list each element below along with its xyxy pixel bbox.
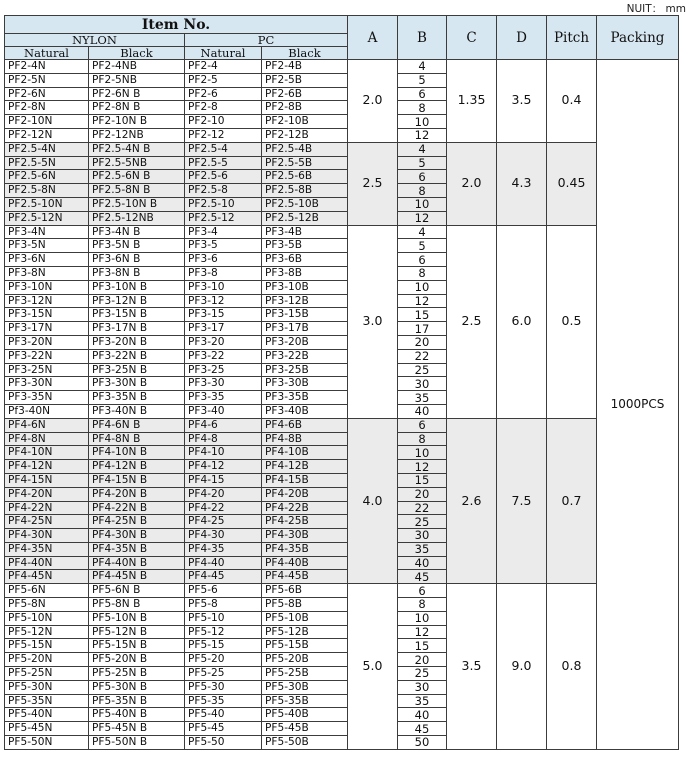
- b-value-cell: 6: [398, 584, 447, 598]
- nylon-black-cell: PF5-10N B: [89, 611, 185, 625]
- pc-black-cell: PF5-15B: [262, 639, 348, 653]
- d-value-cell: 4.3: [497, 142, 547, 225]
- nylon-black-cell: PF3-6N B: [89, 253, 185, 267]
- nylon-black-cell: PF4-35N B: [89, 542, 185, 556]
- nylon-black-cell: PF5-20N B: [89, 653, 185, 667]
- nylon-natural-cell: PF4-6N: [5, 418, 89, 432]
- col-b-header: B: [398, 16, 447, 60]
- pc-natural-cell: PF4-20: [185, 487, 262, 501]
- pc-natural-cell: PF5-40: [185, 708, 262, 722]
- b-value-cell: 6: [398, 418, 447, 432]
- pc-black-cell: PF4-22B: [262, 501, 348, 515]
- pitch-value-cell: 0.4: [547, 60, 597, 143]
- col-a-header: A: [348, 16, 398, 60]
- c-value-cell: 2.5: [447, 225, 497, 418]
- nylon-natural-cell: PF5-40N: [5, 708, 89, 722]
- b-value-cell: 15: [398, 639, 447, 653]
- nylon-natural-cell: PF3-35N: [5, 391, 89, 405]
- pc-black-cell: PF2-10B: [262, 115, 348, 129]
- pc-black-cell: PF5-6B: [262, 584, 348, 598]
- nylon-natural-cell: PF4-25N: [5, 515, 89, 529]
- pc-natural-cell: PF2.5-6: [185, 170, 262, 184]
- col-c-header: C: [447, 16, 497, 60]
- nylon-natural-cell: PF5-8N: [5, 598, 89, 612]
- c-value-cell: 3.5: [447, 584, 497, 750]
- nylon-natural-cell: PF4-22N: [5, 501, 89, 515]
- b-value-cell: 45: [398, 722, 447, 736]
- pc-natural-cell: PF3-30: [185, 377, 262, 391]
- nylon-black-cell: PF5-12N B: [89, 625, 185, 639]
- b-value-cell: 4: [398, 60, 447, 74]
- b-value-cell: 20: [398, 487, 447, 501]
- nylon-black-cell: PF4-45N B: [89, 570, 185, 584]
- pc-black-cell: PF5-50B: [262, 736, 348, 750]
- b-value-cell: 12: [398, 460, 447, 474]
- b-value-cell: 6: [398, 170, 447, 184]
- pc-black-cell: PF4-8B: [262, 432, 348, 446]
- pc-black-cell: PF2.5-5B: [262, 156, 348, 170]
- nylon-black-cell: PF5-50N B: [89, 736, 185, 750]
- nylon-black-cell: PF2.5-6N B: [89, 170, 185, 184]
- nylon-natural-cell: PF4-30N: [5, 529, 89, 543]
- pc-natural-cell: PF4-30: [185, 529, 262, 543]
- nylon-black-header: Black: [89, 47, 185, 60]
- pc-natural-header: Natural: [185, 47, 262, 60]
- pc-natural-cell: PF5-50: [185, 736, 262, 750]
- pc-black-cell: PF2.5-8B: [262, 184, 348, 198]
- nylon-header: NYLON: [5, 34, 185, 47]
- pc-natural-cell: PF2-8: [185, 101, 262, 115]
- pc-natural-cell: PF4-35: [185, 542, 262, 556]
- a-value-cell: 5.0: [348, 584, 398, 750]
- b-value-cell: 5: [398, 239, 447, 253]
- b-value-cell: 15: [398, 473, 447, 487]
- nylon-natural-cell: PF4-15N: [5, 473, 89, 487]
- col-packing-header: Packing: [597, 16, 679, 60]
- pc-black-cell: PF2-8B: [262, 101, 348, 115]
- pc-natural-cell: PF4-22: [185, 501, 262, 515]
- nylon-black-cell: PF2.5-4N B: [89, 142, 185, 156]
- b-value-cell: 30: [398, 377, 447, 391]
- pc-black-cell: PF2.5-6B: [262, 170, 348, 184]
- pc-natural-cell: PF2.5-10: [185, 197, 262, 211]
- b-value-cell: 35: [398, 391, 447, 405]
- nylon-black-cell: PF4-25N B: [89, 515, 185, 529]
- nylon-natural-cell: PF5-10N: [5, 611, 89, 625]
- pc-black-cell: PF2.5-4B: [262, 142, 348, 156]
- pc-black-cell: PF5-35B: [262, 694, 348, 708]
- pc-black-cell: PF3-12B: [262, 294, 348, 308]
- pc-black-cell: PF4-20B: [262, 487, 348, 501]
- nylon-black-cell: PF2-8N B: [89, 101, 185, 115]
- pc-natural-cell: PF2-6: [185, 87, 262, 101]
- pc-natural-cell: PF3-6: [185, 253, 262, 267]
- pc-black-cell: PF5-20B: [262, 653, 348, 667]
- nylon-natural-cell: PF3-20N: [5, 335, 89, 349]
- nylon-natural-cell: PF2.5-8N: [5, 184, 89, 198]
- nylon-black-cell: PF3-35N B: [89, 391, 185, 405]
- table-row: [5, 225, 679, 239]
- b-value-cell: 10: [398, 197, 447, 211]
- pc-black-cell: PF4-25B: [262, 515, 348, 529]
- b-value-cell: 40: [398, 404, 447, 418]
- pc-black-cell: PF3-10B: [262, 280, 348, 294]
- pc-black-cell: PF5-10B: [262, 611, 348, 625]
- pc-natural-cell: PF2.5-8: [185, 184, 262, 198]
- nylon-black-cell: PF4-40N B: [89, 556, 185, 570]
- nylon-natural-header: Natural: [5, 47, 89, 60]
- pc-black-cell: PF4-45B: [262, 570, 348, 584]
- nylon-natural-cell: PF4-8N: [5, 432, 89, 446]
- pc-black-cell: PF4-6B: [262, 418, 348, 432]
- nylon-natural-cell: PF3-22N: [5, 349, 89, 363]
- item-no-header: Item No.: [5, 16, 348, 34]
- pc-black-cell: PF2-6B: [262, 87, 348, 101]
- table-row: [5, 142, 679, 156]
- b-value-cell: 22: [398, 501, 447, 515]
- table-row: [5, 584, 679, 598]
- nylon-natural-cell: PF4-40N: [5, 556, 89, 570]
- pc-black-cell: PF4-12B: [262, 460, 348, 474]
- pitch-value-cell: 0.5: [547, 225, 597, 418]
- pc-black-cell: PF5-45B: [262, 722, 348, 736]
- nylon-black-cell: PF2-5NB: [89, 73, 185, 87]
- pc-natural-cell: PF2-5: [185, 73, 262, 87]
- pc-natural-cell: PF4-15: [185, 473, 262, 487]
- nylon-natural-cell: PF3-15N: [5, 308, 89, 322]
- b-value-cell: 15: [398, 308, 447, 322]
- nylon-black-cell: PF4-10N B: [89, 446, 185, 460]
- b-value-cell: 25: [398, 667, 447, 681]
- b-value-cell: 10: [398, 446, 447, 460]
- nylon-natural-cell: PF5-25N: [5, 667, 89, 681]
- pc-black-cell: PF3-17B: [262, 322, 348, 336]
- nylon-black-cell: PF3-40N B: [89, 404, 185, 418]
- nylon-natural-cell: PF3-10N: [5, 280, 89, 294]
- nylon-natural-cell: PF5-20N: [5, 653, 89, 667]
- nylon-black-cell: PF4-22N B: [89, 501, 185, 515]
- spec-table: [4, 15, 679, 750]
- nylon-black-cell: PF5-25N B: [89, 667, 185, 681]
- a-value-cell: 3.0: [348, 225, 398, 418]
- b-value-cell: 4: [398, 225, 447, 239]
- pc-natural-cell: PF3-15: [185, 308, 262, 322]
- pc-black-cell: PF4-35B: [262, 542, 348, 556]
- c-value-cell: 2.6: [447, 418, 497, 584]
- pc-natural-cell: PF5-6: [185, 584, 262, 598]
- b-value-cell: 12: [398, 625, 447, 639]
- b-value-cell: 40: [398, 708, 447, 722]
- nylon-black-cell: PF5-30N B: [89, 680, 185, 694]
- b-value-cell: 10: [398, 115, 447, 129]
- nylon-natural-cell: PF4-45N: [5, 570, 89, 584]
- a-value-cell: 2.5: [348, 142, 398, 225]
- unit-label: NUIT： mm: [626, 3, 686, 15]
- pc-natural-cell: PF4-45: [185, 570, 262, 584]
- b-value-cell: 10: [398, 280, 447, 294]
- pc-natural-cell: PF2-12: [185, 128, 262, 142]
- pc-natural-cell: PF3-22: [185, 349, 262, 363]
- b-value-cell: 22: [398, 349, 447, 363]
- nylon-black-cell: PF3-10N B: [89, 280, 185, 294]
- b-value-cell: 8: [398, 598, 447, 612]
- nylon-black-cell: PF3-5N B: [89, 239, 185, 253]
- nylon-natural-cell: PF3-25N: [5, 363, 89, 377]
- b-value-cell: 30: [398, 680, 447, 694]
- pc-natural-cell: PF5-10: [185, 611, 262, 625]
- table-row: [5, 418, 679, 432]
- pc-natural-cell: PF5-30: [185, 680, 262, 694]
- pc-natural-cell: PF5-45: [185, 722, 262, 736]
- pc-natural-cell: PF5-15: [185, 639, 262, 653]
- nylon-black-cell: PF4-8N B: [89, 432, 185, 446]
- pc-natural-cell: PF3-5: [185, 239, 262, 253]
- table-body: [5, 60, 679, 750]
- nylon-natural-cell: PF4-35N: [5, 542, 89, 556]
- nylon-black-cell: PF3-4N B: [89, 225, 185, 239]
- pc-natural-cell: PF3-8: [185, 266, 262, 280]
- d-value-cell: 7.5: [497, 418, 547, 584]
- pitch-value-cell: 0.45: [547, 142, 597, 225]
- pc-natural-cell: PF2-10: [185, 115, 262, 129]
- nylon-black-cell: PF2.5-5NB: [89, 156, 185, 170]
- b-value-cell: 8: [398, 101, 447, 115]
- nylon-natural-cell: PF5-50N: [5, 736, 89, 750]
- c-value-cell: 1.35: [447, 60, 497, 143]
- pc-black-cell: PF4-30B: [262, 529, 348, 543]
- nylon-black-cell: PF2.5-8N B: [89, 184, 185, 198]
- pc-natural-cell: PF3-20: [185, 335, 262, 349]
- nylon-natural-cell: PF2-6N: [5, 87, 89, 101]
- nylon-natural-cell: PF2.5-4N: [5, 142, 89, 156]
- pc-black-cell: PF3-30B: [262, 377, 348, 391]
- nylon-black-cell: PF3-22N B: [89, 349, 185, 363]
- pc-black-cell: PF4-10B: [262, 446, 348, 460]
- pc-natural-cell: PF4-25: [185, 515, 262, 529]
- nylon-black-cell: PF5-6N B: [89, 584, 185, 598]
- nylon-natural-cell: PF3-8N: [5, 266, 89, 280]
- nylon-natural-cell: PF2-10N: [5, 115, 89, 129]
- pc-black-cell: PF2.5-12B: [262, 211, 348, 225]
- pc-natural-cell: PF5-8: [185, 598, 262, 612]
- b-value-cell: 10: [398, 611, 447, 625]
- pitch-value-cell: 0.7: [547, 418, 597, 584]
- nylon-natural-cell: PF4-20N: [5, 487, 89, 501]
- pc-black-cell: PF2-4B: [262, 60, 348, 74]
- nylon-black-cell: PF5-15N B: [89, 639, 185, 653]
- nylon-natural-cell: PF2.5-5N: [5, 156, 89, 170]
- nylon-black-cell: PF2-12NB: [89, 128, 185, 142]
- pc-natural-cell: PF4-8: [185, 432, 262, 446]
- nylon-natural-cell: PF2-12N: [5, 128, 89, 142]
- pc-black-cell: PF3-8B: [262, 266, 348, 280]
- pc-natural-cell: PF5-35: [185, 694, 262, 708]
- pc-black-cell: PF3-35B: [262, 391, 348, 405]
- pc-black-cell: PF5-30B: [262, 680, 348, 694]
- pc-natural-cell: PF3-17: [185, 322, 262, 336]
- nylon-black-cell: PF2.5-12NB: [89, 211, 185, 225]
- pc-header: PC: [185, 34, 348, 47]
- d-value-cell: 9.0: [497, 584, 547, 750]
- nylon-natural-cell: Pf3-40N: [5, 404, 89, 418]
- b-value-cell: 5: [398, 156, 447, 170]
- nylon-black-cell: PF4-20N B: [89, 487, 185, 501]
- pc-natural-cell: PF4-10: [185, 446, 262, 460]
- table-header: [5, 16, 679, 60]
- pc-black-cell: PF3-5B: [262, 239, 348, 253]
- pc-black-cell: PF3-6B: [262, 253, 348, 267]
- nylon-black-cell: PF2.5-10N B: [89, 197, 185, 211]
- a-value-cell: 2.0: [348, 60, 398, 143]
- b-value-cell: 17: [398, 322, 447, 336]
- nylon-black-cell: PF4-30N B: [89, 529, 185, 543]
- nylon-black-cell: PF3-8N B: [89, 266, 185, 280]
- pc-black-cell: PF4-15B: [262, 473, 348, 487]
- nylon-natural-cell: PF5-12N: [5, 625, 89, 639]
- nylon-natural-cell: PF2.5-6N: [5, 170, 89, 184]
- pc-black-cell: PF5-8B: [262, 598, 348, 612]
- d-value-cell: 3.5: [497, 60, 547, 143]
- pc-natural-cell: PF5-25: [185, 667, 262, 681]
- col-d-header: D: [497, 16, 547, 60]
- nylon-natural-cell: PF5-35N: [5, 694, 89, 708]
- nylon-black-cell: PF5-35N B: [89, 694, 185, 708]
- pc-black-cell: PF5-25B: [262, 667, 348, 681]
- nylon-black-cell: PF4-6N B: [89, 418, 185, 432]
- pc-natural-cell: PF3-4: [185, 225, 262, 239]
- b-value-cell: 40: [398, 556, 447, 570]
- nylon-black-cell: PF3-30N B: [89, 377, 185, 391]
- pc-black-cell: PF2.5-10B: [262, 197, 348, 211]
- b-value-cell: 12: [398, 211, 447, 225]
- pc-natural-cell: PF2.5-12: [185, 211, 262, 225]
- pc-black-cell: PF3-15B: [262, 308, 348, 322]
- b-value-cell: 12: [398, 294, 447, 308]
- pc-black-cell: PF3-25B: [262, 363, 348, 377]
- nylon-natural-cell: PF3-17N: [5, 322, 89, 336]
- b-value-cell: 8: [398, 184, 447, 198]
- pc-natural-cell: PF3-10: [185, 280, 262, 294]
- col-pitch-header: Pitch: [547, 16, 597, 60]
- packing-value-cell: 1000PCS: [597, 60, 679, 750]
- nylon-black-cell: PF2-10N B: [89, 115, 185, 129]
- nylon-black-cell: PF3-17N B: [89, 322, 185, 336]
- pc-natural-cell: PF5-12: [185, 625, 262, 639]
- pc-natural-cell: PF2.5-5: [185, 156, 262, 170]
- nylon-natural-cell: PF5-45N: [5, 722, 89, 736]
- nylon-natural-cell: PF4-12N: [5, 460, 89, 474]
- pc-natural-cell: PF3-12: [185, 294, 262, 308]
- b-value-cell: 30: [398, 529, 447, 543]
- nylon-natural-cell: PF2-8N: [5, 101, 89, 115]
- pc-black-cell: PF2-12B: [262, 128, 348, 142]
- pc-natural-cell: PF4-12: [185, 460, 262, 474]
- nylon-natural-cell: PF5-15N: [5, 639, 89, 653]
- b-value-cell: 50: [398, 736, 447, 750]
- nylon-natural-cell: PF5-6N: [5, 584, 89, 598]
- nylon-black-cell: PF3-12N B: [89, 294, 185, 308]
- nylon-black-cell: PF2-6N B: [89, 87, 185, 101]
- b-value-cell: 6: [398, 87, 447, 101]
- nylon-black-cell: PF3-15N B: [89, 308, 185, 322]
- b-value-cell: 5: [398, 73, 447, 87]
- b-value-cell: 6: [398, 253, 447, 267]
- pc-natural-cell: PF4-40: [185, 556, 262, 570]
- pc-black-header: Black: [262, 47, 348, 60]
- b-value-cell: 20: [398, 653, 447, 667]
- b-value-cell: 25: [398, 515, 447, 529]
- pc-black-cell: PF4-40B: [262, 556, 348, 570]
- nylon-natural-cell: PF5-30N: [5, 680, 89, 694]
- pc-natural-cell: PF5-20: [185, 653, 262, 667]
- nylon-natural-cell: PF2-5N: [5, 73, 89, 87]
- nylon-natural-cell: PF2.5-10N: [5, 197, 89, 211]
- b-value-cell: 20: [398, 335, 447, 349]
- nylon-black-cell: PF2-4NB: [89, 60, 185, 74]
- pc-natural-cell: PF3-35: [185, 391, 262, 405]
- nylon-black-cell: PF4-12N B: [89, 460, 185, 474]
- b-value-cell: 25: [398, 363, 447, 377]
- b-value-cell: 35: [398, 694, 447, 708]
- b-value-cell: 8: [398, 432, 447, 446]
- nylon-black-cell: PF3-20N B: [89, 335, 185, 349]
- pc-black-cell: PF5-12B: [262, 625, 348, 639]
- nylon-natural-cell: PF3-5N: [5, 239, 89, 253]
- nylon-natural-cell: PF3-4N: [5, 225, 89, 239]
- nylon-natural-cell: PF3-6N: [5, 253, 89, 267]
- a-value-cell: 4.0: [348, 418, 398, 584]
- pc-black-cell: PF5-40B: [262, 708, 348, 722]
- pc-black-cell: PF2-5B: [262, 73, 348, 87]
- pc-natural-cell: PF2.5-4: [185, 142, 262, 156]
- b-value-cell: 45: [398, 570, 447, 584]
- nylon-black-cell: PF3-25N B: [89, 363, 185, 377]
- b-value-cell: 12: [398, 128, 447, 142]
- b-value-cell: 8: [398, 266, 447, 280]
- pc-black-cell: PF3-40B: [262, 404, 348, 418]
- pc-black-cell: PF3-4B: [262, 225, 348, 239]
- b-value-cell: 4: [398, 142, 447, 156]
- pc-black-cell: PF3-22B: [262, 349, 348, 363]
- nylon-natural-cell: PF4-10N: [5, 446, 89, 460]
- pc-black-cell: PF3-20B: [262, 335, 348, 349]
- b-value-cell: 35: [398, 542, 447, 556]
- c-value-cell: 2.0: [447, 142, 497, 225]
- nylon-black-cell: PF5-45N B: [89, 722, 185, 736]
- pitch-value-cell: 0.8: [547, 584, 597, 750]
- nylon-natural-cell: PF3-12N: [5, 294, 89, 308]
- d-value-cell: 6.0: [497, 225, 547, 418]
- table-row: [5, 60, 679, 74]
- pc-natural-cell: PF2-4: [185, 60, 262, 74]
- nylon-black-cell: PF5-8N B: [89, 598, 185, 612]
- nylon-black-cell: PF5-40N B: [89, 708, 185, 722]
- nylon-natural-cell: PF3-30N: [5, 377, 89, 391]
- pc-natural-cell: PF3-25: [185, 363, 262, 377]
- nylon-black-cell: PF4-15N B: [89, 473, 185, 487]
- nylon-natural-cell: PF2.5-12N: [5, 211, 89, 225]
- pc-natural-cell: PF3-40: [185, 404, 262, 418]
- pc-natural-cell: PF4-6: [185, 418, 262, 432]
- nylon-natural-cell: PF2-4N: [5, 60, 89, 74]
